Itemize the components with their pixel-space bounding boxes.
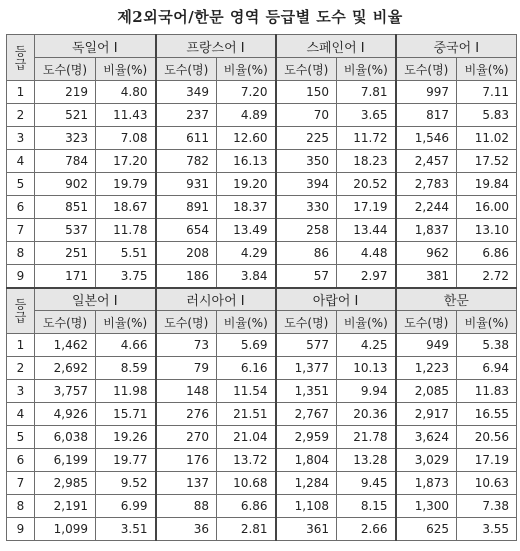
count-cell: 225 [276,127,337,150]
language-header: 아랍어 I [276,288,396,311]
count-cell: 270 [156,426,217,449]
ratio-cell: 2.66 [337,518,396,541]
ratio-cell: 6.16 [217,357,276,380]
language-header-row [7,35,517,58]
count-cell: 3,029 [396,449,457,472]
ratio-cell: 4.66 [96,334,156,357]
ratio-header: 비율(%) [457,58,517,81]
count-cell: 3,757 [35,380,96,403]
count-cell: 88 [156,495,217,518]
ratio-cell: 5.38 [457,334,517,357]
table-row [7,449,517,472]
grade-cell: 7 [7,472,35,495]
ratio-cell: 21.04 [217,426,276,449]
ratio-cell: 20.52 [337,173,396,196]
ratio-cell: 18.37 [217,196,276,219]
grade-cell: 6 [7,449,35,472]
ratio-cell: 9.52 [96,472,156,495]
count-cell: 276 [156,403,217,426]
count-cell: 962 [396,242,457,265]
ratio-cell: 7.08 [96,127,156,150]
ratio-cell: 5.83 [457,104,517,127]
count-cell: 171 [35,265,96,288]
ratio-cell: 16.55 [457,403,517,426]
ratio-cell: 10.63 [457,472,517,495]
ratio-cell: 18.23 [337,150,396,173]
grade-cell: 9 [7,518,35,541]
count-header: 도수(명) [156,311,217,334]
count-header: 도수(명) [156,58,217,81]
ratio-cell: 17.19 [337,196,396,219]
table-row [7,334,517,357]
ratio-cell: 3.55 [457,518,517,541]
language-header: 독일어 I [35,35,156,58]
count-cell: 537 [35,219,96,242]
grade-cell: 6 [7,196,35,219]
count-cell: 784 [35,150,96,173]
count-cell: 654 [156,219,217,242]
ratio-cell: 4.80 [96,81,156,104]
ratio-cell: 2.72 [457,265,517,288]
ratio-header: 비율(%) [457,311,517,334]
language-header: 러시아어 I [156,288,276,311]
count-header: 도수(명) [276,58,337,81]
grade-cell: 4 [7,403,35,426]
table-row [7,518,517,541]
count-cell: 949 [396,334,457,357]
ratio-cell: 2.81 [217,518,276,541]
count-cell: 1,546 [396,127,457,150]
grade-cell: 4 [7,150,35,173]
count-cell: 782 [156,150,217,173]
ratio-cell: 4.25 [337,334,396,357]
table-row [7,173,517,196]
grade-cell: 2 [7,357,35,380]
ratio-cell: 3.75 [96,265,156,288]
grade-cell: 1 [7,334,35,357]
ratio-cell: 16.00 [457,196,517,219]
count-cell: 997 [396,81,457,104]
language-header: 중국어 I [396,35,517,58]
count-cell: 381 [396,265,457,288]
count-cell: 3,624 [396,426,457,449]
grade-cell: 9 [7,265,35,288]
ratio-cell: 11.78 [96,219,156,242]
count-header: 도수(명) [35,58,96,81]
ratio-header: 비율(%) [96,311,156,334]
grade-cell: 8 [7,495,35,518]
ratio-header: 비율(%) [217,58,276,81]
count-cell: 186 [156,265,217,288]
count-header: 도수(명) [396,58,457,81]
count-cell: 891 [156,196,217,219]
ratio-cell: 8.15 [337,495,396,518]
count-cell: 2,917 [396,403,457,426]
ratio-cell: 16.13 [217,150,276,173]
ratio-cell: 9.45 [337,472,396,495]
table-row [7,150,517,173]
language-header: 스페인어 I [276,35,396,58]
ratio-cell: 3.84 [217,265,276,288]
count-cell: 258 [276,219,337,242]
count-cell: 150 [276,81,337,104]
sub-header-row [7,311,517,334]
table-row [7,426,517,449]
ratio-cell: 17.20 [96,150,156,173]
count-cell: 1,804 [276,449,337,472]
count-cell: 349 [156,81,217,104]
ratio-cell: 4.29 [217,242,276,265]
ratio-header: 비율(%) [337,58,396,81]
ratio-cell: 21.78 [337,426,396,449]
table-row [7,495,517,518]
count-cell: 148 [156,380,217,403]
count-header: 도수(명) [396,311,457,334]
grade-header: 등급 [7,288,35,334]
count-cell: 86 [276,242,337,265]
ratio-cell: 20.36 [337,403,396,426]
count-cell: 577 [276,334,337,357]
ratio-cell: 19.26 [96,426,156,449]
table-row [7,104,517,127]
count-cell: 625 [396,518,457,541]
count-cell: 2,783 [396,173,457,196]
ratio-cell: 9.94 [337,380,396,403]
count-cell: 57 [276,265,337,288]
count-cell: 330 [276,196,337,219]
ratio-cell: 8.59 [96,357,156,380]
count-cell: 4,926 [35,403,96,426]
count-cell: 1,351 [276,380,337,403]
ratio-cell: 13.28 [337,449,396,472]
language-header: 한문 [396,288,517,311]
table-row [7,196,517,219]
ratio-cell: 7.81 [337,81,396,104]
count-cell: 1,223 [396,357,457,380]
count-cell: 1,099 [35,518,96,541]
language-header: 일본어 I [35,288,156,311]
ratio-cell: 6.86 [217,495,276,518]
grade-cell: 5 [7,173,35,196]
table-row [7,472,517,495]
count-header: 도수(명) [276,311,337,334]
grade-cell: 3 [7,380,35,403]
ratio-cell: 6.99 [96,495,156,518]
ratio-cell: 18.67 [96,196,156,219]
ratio-cell: 15.71 [96,403,156,426]
count-cell: 6,038 [35,426,96,449]
count-cell: 1,837 [396,219,457,242]
ratio-cell: 21.51 [217,403,276,426]
ratio-header: 비율(%) [96,58,156,81]
ratio-cell: 20.56 [457,426,517,449]
count-cell: 1,873 [396,472,457,495]
count-cell: 1,108 [276,495,337,518]
ratio-cell: 3.51 [96,518,156,541]
count-cell: 2,085 [396,380,457,403]
count-cell: 1,462 [35,334,96,357]
ratio-header: 비율(%) [337,311,396,334]
count-cell: 208 [156,242,217,265]
count-cell: 73 [156,334,217,357]
count-cell: 219 [35,81,96,104]
count-cell: 394 [276,173,337,196]
count-cell: 521 [35,104,96,127]
count-cell: 79 [156,357,217,380]
count-cell: 2,985 [35,472,96,495]
count-cell: 851 [35,196,96,219]
count-cell: 36 [156,518,217,541]
ratio-cell: 11.83 [457,380,517,403]
count-cell: 902 [35,173,96,196]
page-title: 제2외국어/한문 영역 등급별 도수 및 비율 [117,8,403,26]
count-header: 도수(명) [35,311,96,334]
ratio-cell: 13.72 [217,449,276,472]
ratio-cell: 11.43 [96,104,156,127]
count-cell: 176 [156,449,217,472]
ratio-cell: 13.49 [217,219,276,242]
grade-cell: 2 [7,104,35,127]
ratio-cell: 5.51 [96,242,156,265]
ratio-cell: 10.68 [217,472,276,495]
ratio-cell: 7.38 [457,495,517,518]
language-header-row [7,288,517,311]
count-cell: 350 [276,150,337,173]
ratio-cell: 5.69 [217,334,276,357]
count-cell: 2,191 [35,495,96,518]
grade-header: 등급 [7,35,35,81]
grade-cell: 1 [7,81,35,104]
ratio-cell: 19.79 [96,173,156,196]
count-cell: 323 [35,127,96,150]
ratio-cell: 19.20 [217,173,276,196]
table-row [7,242,517,265]
count-cell: 251 [35,242,96,265]
ratio-cell: 4.89 [217,104,276,127]
table-row [7,265,517,288]
count-cell: 931 [156,173,217,196]
ratio-cell: 7.11 [457,81,517,104]
ratio-cell: 7.20 [217,81,276,104]
ratio-cell: 17.19 [457,449,517,472]
ratio-cell: 19.84 [457,173,517,196]
count-cell: 237 [156,104,217,127]
count-cell: 2,692 [35,357,96,380]
count-cell: 1,377 [276,357,337,380]
table-row [7,219,517,242]
ratio-cell: 6.86 [457,242,517,265]
ratio-cell: 11.72 [337,127,396,150]
sub-header-row [7,58,517,81]
count-cell: 1,284 [276,472,337,495]
ratio-cell: 3.65 [337,104,396,127]
table-row [7,403,517,426]
ratio-cell: 13.10 [457,219,517,242]
grade-distribution-table [6,34,517,541]
grade-cell: 5 [7,426,35,449]
ratio-cell: 2.97 [337,265,396,288]
count-cell: 2,767 [276,403,337,426]
count-cell: 2,244 [396,196,457,219]
table-row [7,81,517,104]
ratio-cell: 17.52 [457,150,517,173]
count-cell: 70 [276,104,337,127]
language-header: 프랑스어 I [156,35,276,58]
table-row [7,357,517,380]
grade-cell: 3 [7,127,35,150]
count-cell: 137 [156,472,217,495]
count-cell: 817 [396,104,457,127]
count-cell: 611 [156,127,217,150]
count-cell: 2,457 [396,150,457,173]
ratio-header: 비율(%) [217,311,276,334]
table-row [7,380,517,403]
ratio-cell: 4.48 [337,242,396,265]
ratio-cell: 11.54 [217,380,276,403]
ratio-cell: 12.60 [217,127,276,150]
count-cell: 2,959 [276,426,337,449]
count-cell: 361 [276,518,337,541]
table-row [7,127,517,150]
ratio-cell: 11.02 [457,127,517,150]
count-cell: 6,199 [35,449,96,472]
ratio-cell: 6.94 [457,357,517,380]
count-cell: 1,300 [396,495,457,518]
grade-cell: 7 [7,219,35,242]
ratio-cell: 10.13 [337,357,396,380]
grade-cell: 8 [7,242,35,265]
ratio-cell: 11.98 [96,380,156,403]
ratio-cell: 19.77 [96,449,156,472]
ratio-cell: 13.44 [337,219,396,242]
